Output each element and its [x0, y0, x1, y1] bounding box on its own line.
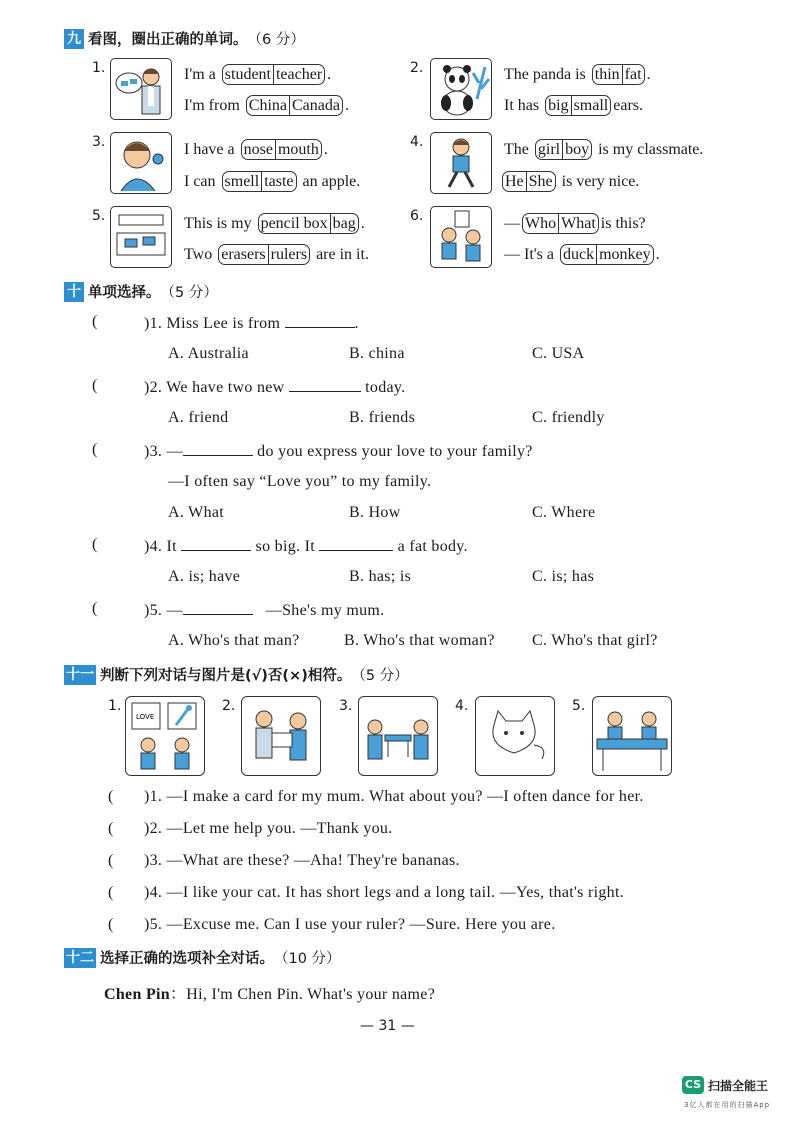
s9-1-line1: I'm a student teacher . [184, 65, 332, 83]
logo-tagline: 3亿人都在用的扫描App [684, 1101, 771, 1109]
section-title: 选择正确的选项补全对话。 [100, 951, 274, 967]
s9-3-line1: I have a nose mouth . [184, 140, 328, 158]
section-number: 十二 [66, 949, 94, 966]
option-c[interactable]: C. Who's that girl? [532, 632, 658, 649]
blank[interactable] [289, 377, 361, 392]
option-a[interactable]: A. What [168, 504, 225, 521]
section-number: 十一 [66, 666, 94, 683]
question-3-line2: —I often say “Love you” to my family. [168, 473, 432, 490]
item-number: 2. [410, 60, 424, 76]
section-points: （5 分） [351, 668, 409, 684]
option-c[interactable]: C. friendly [532, 409, 605, 426]
word-choice[interactable]: He She [502, 171, 556, 192]
item-number: 6. [410, 208, 424, 224]
word-choice[interactable]: Who What [522, 213, 599, 234]
option-c[interactable]: C. Where [532, 504, 596, 521]
running-boy-picture [430, 132, 492, 194]
answer-paren[interactable]: ( [92, 441, 98, 458]
dialog-2: )2. —Let me help you. —Thank you. [144, 820, 393, 837]
word-choice[interactable]: nose mouth [241, 139, 322, 160]
s9-6-line1: — Who What is this? [504, 214, 646, 232]
answer-paren[interactable]: ( [92, 600, 98, 617]
option-c[interactable]: C. USA [532, 345, 585, 362]
question-2: )2. We have two new today. [144, 379, 406, 396]
option-a[interactable]: A. is; have [168, 568, 241, 585]
word-choice[interactable]: student teacher [222, 64, 325, 85]
logo-badge: CS [682, 1076, 704, 1094]
option-b[interactable]: B. has; is [349, 568, 412, 585]
answer-paren[interactable]: ( [108, 884, 114, 901]
word-choice[interactable]: smell taste [222, 171, 297, 192]
option-a[interactable]: A. friend [168, 409, 229, 426]
item-number: 5. [92, 208, 106, 224]
option-a[interactable]: A. Who's that man? [168, 632, 300, 649]
section-10-header [64, 281, 218, 302]
picture-number: 3. [339, 698, 353, 714]
logo-name: 扫描全能王 [708, 1078, 769, 1093]
question-5: )5. — —She's my mum. [144, 602, 385, 619]
section-12-header [64, 947, 341, 968]
word-choice[interactable]: erasers rulers [218, 244, 310, 265]
word-choice[interactable]: girl boy [535, 139, 592, 160]
option-b[interactable]: B. friends [349, 409, 416, 426]
s9-4-line1: The girl boy is my classmate. [504, 140, 704, 158]
s9-1-line2: I'm from China Canada . [184, 96, 349, 114]
option-b[interactable]: B. china [349, 345, 405, 362]
option-b[interactable]: B. Who's that woman? [344, 632, 495, 649]
answer-paren[interactable]: ( [108, 788, 114, 805]
picture-number: 5. [572, 698, 586, 714]
section-number: 九 [64, 29, 84, 49]
question-1: )1. Miss Lee is from . [144, 315, 359, 332]
dialog-line: Chen Pin：Hi, I'm Chen Pin. What's your name? [104, 986, 436, 1003]
section-title: 判断下列对话与图片是(√)否(×)相符。 [100, 668, 352, 684]
answer-paren[interactable]: ( [108, 852, 114, 869]
blank[interactable] [181, 536, 251, 551]
item-number: 4. [410, 134, 424, 150]
answer-paren[interactable]: ( [108, 820, 114, 837]
panda-picture [430, 58, 492, 120]
pencil-box-picture [110, 206, 172, 268]
question-4: )4. It so big. It a fat body. [144, 538, 468, 555]
section-number: 十 [64, 282, 84, 302]
blank[interactable] [319, 536, 393, 551]
item-number: 3. [92, 134, 106, 150]
kids-card-picture [430, 206, 492, 268]
picture-number: 2. [222, 698, 236, 714]
s9-3-line2: I can smell taste an apple. [184, 172, 361, 190]
answer-paren[interactable]: ( [108, 916, 114, 933]
teacher-picture [110, 58, 172, 120]
option-a[interactable]: A. Australia [168, 345, 249, 362]
answer-paren[interactable]: ( [92, 313, 98, 330]
section-11-header [64, 664, 409, 685]
s9-2-line1: The panda is thin fat . [504, 65, 651, 83]
answer-paren[interactable]: ( [92, 377, 98, 394]
option-b[interactable]: B. How [349, 504, 401, 521]
help-picture [241, 696, 321, 776]
picture-number: 4. [455, 698, 469, 714]
section-points: （5 分） [160, 285, 218, 301]
option-c[interactable]: C. is; has [532, 568, 595, 585]
dialog-5: )5. —Excuse me. Can I use your ruler? —Sure. Here you are. [144, 916, 556, 933]
item-number: 1. [92, 60, 106, 76]
speaker: Chen Pin [104, 986, 170, 1003]
word-choice[interactable]: big small [545, 95, 611, 116]
s9-5-line1: This is my pencil box bag . [184, 214, 365, 232]
section-title: 单项选择。 [88, 285, 161, 301]
section-9-header [64, 28, 305, 49]
blank[interactable] [183, 600, 253, 615]
s9-4-line2: He She is very nice. [500, 171, 639, 192]
table-picture [358, 696, 438, 776]
s9-5-line2: Two erasers rulers are in it. [184, 245, 369, 263]
svg-text:LOVE: LOVE [136, 713, 155, 721]
blank[interactable] [183, 441, 253, 456]
word-choice[interactable]: China Canada [246, 95, 343, 116]
blank[interactable] [285, 313, 355, 328]
dialog-4: )4. —I like your cat. It has short legs and a long tail. —Yes, that's right. [144, 884, 625, 901]
answer-paren[interactable]: ( [92, 536, 98, 553]
s9-6-line2: — It's a duck monkey . [504, 245, 660, 263]
scanner-logo [682, 1076, 768, 1094]
s9-2-line2: It has big small ears. [504, 96, 643, 114]
classroom-picture [592, 696, 672, 776]
cat-picture [475, 696, 555, 776]
word-choice[interactable]: duck monkey [560, 244, 654, 265]
dialog-3: )3. —What are these? —Aha! They're bananas. [144, 852, 460, 869]
section-title: 看图，圈出正确的单词。 [88, 32, 248, 48]
card-dance-picture [125, 696, 205, 776]
question-3: )3. — do you express your love to your family? [144, 443, 533, 460]
dialog-1: )1. —I make a card for my mum. What about you? —I often dance for her. [144, 788, 644, 805]
picture-number: 1. [108, 698, 122, 714]
page-number: — 31 — [360, 1018, 415, 1034]
boy-apple-picture [110, 132, 172, 194]
section-points: （10 分） [274, 951, 341, 967]
word-choice[interactable]: thin fat [592, 64, 645, 85]
section-points: （6 分） [247, 32, 305, 48]
word-choice[interactable]: pencil box bag [258, 213, 359, 234]
